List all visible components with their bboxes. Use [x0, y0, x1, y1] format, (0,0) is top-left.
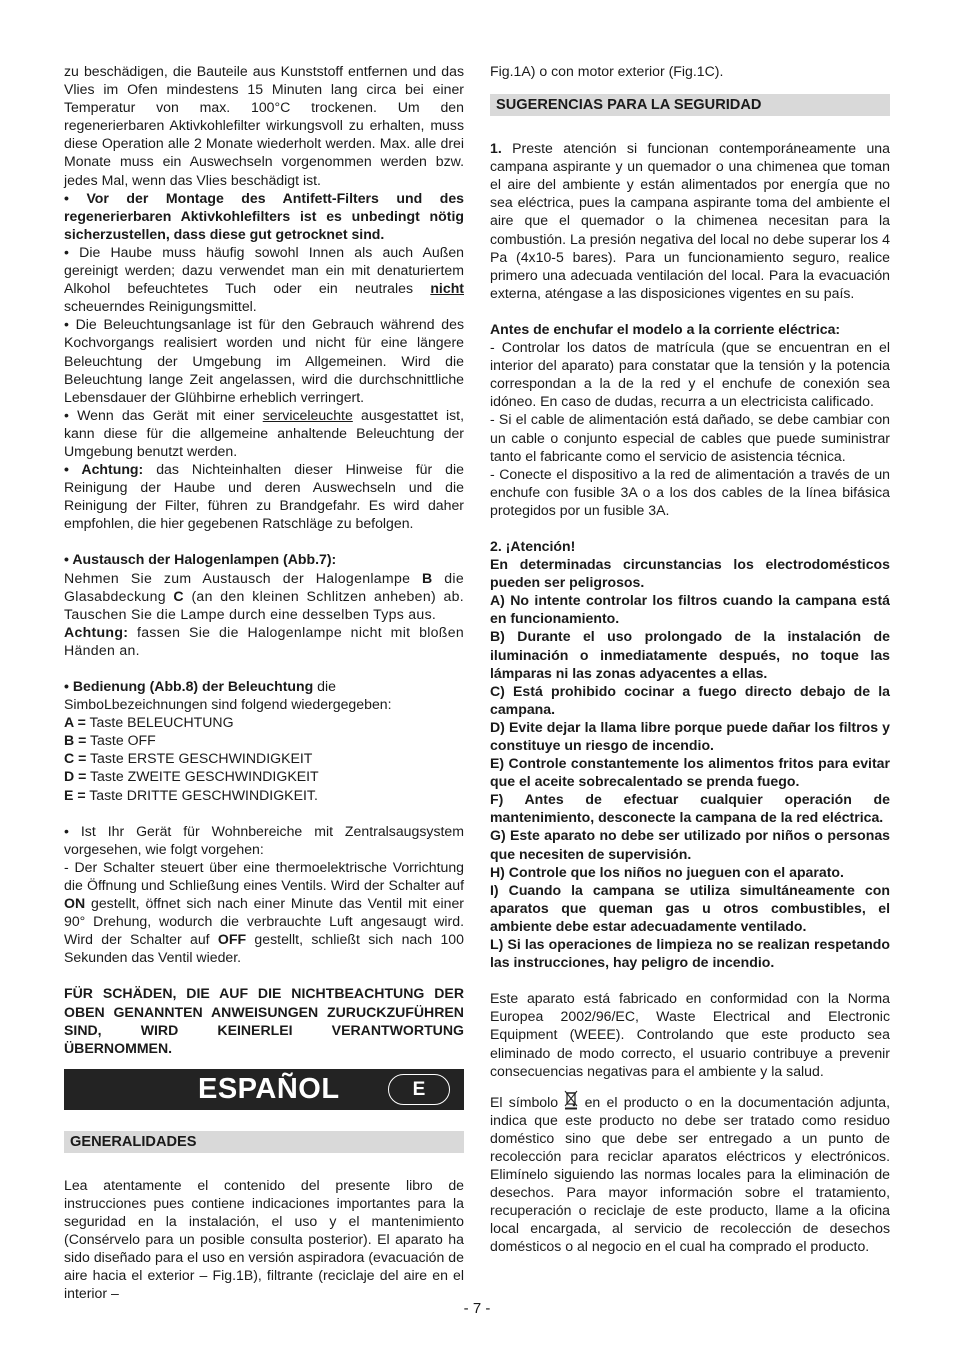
- key-line: [64, 731, 464, 749]
- text-run: (an den kleinen Schlitzen anheben) ab. Tauschen Sie die Lampe durch eine desselben Typs aus.: [64, 587, 464, 622]
- spacer: [490, 1080, 890, 1090]
- spacer: [64, 532, 464, 550]
- paragraph-continuation: Fig.1A) o con motor exterior (Fig.1C).: [490, 63, 724, 79]
- text-run: Nehmen Sie zum Austausch der Halogenlampe: [64, 569, 423, 586]
- text-run: ausgestattet ist, kann diese für die allgemeine anhaltende Beleuchtung der Umgebung benutzt werden.: [64, 406, 464, 459]
- list-item: I) Cuando la campana se utiliza simultáneamente con aparatos que queman gas u otros combustibles, el ambiente debe estar adecuadamente ventilado.: [490, 881, 890, 934]
- key-description: Taste DRITTE GESCHWINDIGKEIT.: [85, 786, 318, 803]
- spacer: [490, 971, 890, 989]
- key-line: [64, 713, 464, 731]
- key-letter: B =: [64, 732, 87, 749]
- paragraph-weee: Este aparato está fabricado en conformidad con la Norma Europea 2002/96/EC, Waste Electrical and Electronic Equipment (WEEE). Controlando que este producto sea eliminado de modo correcto, el usuario contribuye a prevenir consecuencias negativas para el ambiente y la salud.: [490, 990, 890, 1079]
- paragraph-central-suction: • Ist Ihr Gerät für Wohnbereiche mit Zentralsaugsystem vorgesehen, wie folgt vorgehen:: [64, 822, 464, 857]
- section-heading-generalidades: GENERALIDADES: [64, 1131, 464, 1153]
- left-column: [64, 62, 464, 1302]
- text-run: fassen Sie die Halogenlampe nicht mit bloßen Händen an.: [64, 623, 464, 658]
- text-run: scheuerndes Reinigungsmittel.: [64, 298, 257, 315]
- language-code-badge: E: [388, 1074, 450, 1105]
- paragraph-cleaning: [64, 243, 464, 315]
- text-run-bold: 1.: [490, 140, 502, 157]
- key-letter: E =: [64, 786, 86, 803]
- paragraph-switch: [64, 858, 464, 967]
- key-description: Taste BELEUCHTUNG: [85, 714, 234, 731]
- text-run-underlined: serviceleuchte: [262, 406, 353, 423]
- spacer: [490, 116, 890, 139]
- heading-attention: 2. ¡Atención!: [490, 537, 576, 554]
- text-run: • Die Haube muss häufig sowohl Innen als auch Außen gereinigt werden; dazu verwendet man ein mit denaturiertem Alkohol befeuchtetes Tuch oder ein neutrales: [64, 243, 464, 297]
- language-banner: [64, 1069, 464, 1110]
- text-run-bold: B: [422, 569, 433, 586]
- paragraph-attention-intro: En determinadas circunstancias los electrodomésticos pueden ser peligrosos.: [490, 556, 890, 591]
- paragraph-filter-dry-warning: • Vor der Montage des Antifett-Filters und des regenerierbaren Aktivkohlefilters ist es unbedingt nötig sicherzustellen, dass diese gut getrocknet sind.: [64, 189, 464, 242]
- paragraph-generalidades: Lea atentamente el contenido del presente libro de instrucciones pues contiene indicaciones importantes para la seguridad en la instalación, el uso y el mantenimiento (Consérvelo para un posible consulta posterior). El aparato ha sido diseñado para el uso en versión aspiradora (evacuación de aire hacia el exterior – Fig.1B), filtrante (reciclaje del aire en el interior –: [64, 1176, 464, 1302]
- spacer: [64, 1110, 464, 1131]
- heading-before-plugging: Antes de enchufar el modelo a la corriente eléctrica:: [490, 320, 841, 337]
- spacer: [490, 302, 890, 320]
- text-run: die Glasabdeckung: [64, 569, 464, 604]
- text-run: Preste atención si funcionan contemporáneamente una campana aspirante y un quemador o una chimenea que toman el aire del ambiente y están alimentados por energía que no sea eléctrica, pues la campana aspirante toma del ambiente el aire que el quemador o la chimenea necesitan para la combustión. La presión negativa del local no debe superar los 4 Pa (4x10-5 bares). Para un funcionamiento seguro, realice primero una adecuada ventilación del local. Para la evacuación externa, aténgase a las disposiciones vigentes en su país.: [490, 140, 890, 301]
- paragraph-lighting: • Die Beleuchtungsanlage ist für den Gebrauch während des Kochvorgangs realisiert worden und nicht für eine längere Beleuchtung der Umgebung im Allgemeinen. Wird die Beleuchtung lange Zeit angelassen, wird die durchschnittliche Lebensdauer der Glühbirne erheblich verringert.: [64, 316, 464, 405]
- text-run: • Wenn das Gerät mit einer: [64, 406, 263, 423]
- list-item: D) Evite dejar la llama libre porque puede dañar los filtros y constituye un riesgo de incendio.: [490, 718, 890, 753]
- spacer: [64, 659, 464, 677]
- heading-halogen: • Austausch der Halogenlampen (Abb.7):: [64, 551, 337, 568]
- text-run: gestellt, öffnet sich nach einer Minute das Ventil mit einer 90° Drehung, wodurch die verbrauchte Luft angesaugt wird. Wird der Schalter auf: [64, 895, 464, 948]
- text-run: die SimboLbezeichnungen sind folgend wiedergegeben:: [64, 678, 392, 713]
- key-letter: C =: [64, 750, 87, 767]
- crossed-out-wheeled-bin-icon: [564, 1090, 578, 1110]
- key-letter: A =: [64, 714, 86, 731]
- key-letter: D =: [64, 768, 87, 785]
- list-item: - Conecte el dispositivo a la red de alimentación a través de un enchufe con fusible 3A o a los dos cables de la línea bifásica protegidos por un fusible 3A.: [490, 465, 890, 518]
- key-line: [64, 749, 464, 767]
- text-run-bold: ON: [64, 895, 86, 912]
- text-run: en el producto o en la documentación adjunta, indica que este producto no debe ser tratado como residuo doméstico sino que debe ser entregado a un punto de recolección para reciclar aparatos eléctricos y electrónicos. Elimínelo siguiendo las normas locales para la eliminación de desechos. Para mayor información sobre el tratamiento, recuperación o reciclaje de este producto, llame a la oficina local encargada, al servicio de recolección de desechos domésticos o al negocio en el cual ha comprado el producto.: [490, 1093, 890, 1255]
- paragraph-halogen: [64, 569, 464, 659]
- paragraph-safety-1: [490, 139, 890, 302]
- text-run-bold: • Bedienung (Abb.8) der Beleuchtung: [64, 678, 314, 694]
- section-heading-seguridad: SUGERENCIAS PARA LA SEGURIDAD: [490, 94, 890, 116]
- paragraph-regeneration: zu beschädigen, die Bauteile aus Kunststoff entfernen und das Vlies im Ofen mindestens 15 Minuten lang circa bei einer Temperatur von max. 100°C trockenen. Um den regenerierbaren Aktivkohlefilter wirkungsvoll zu erhalten, muss diese Operation alle 2 Monate wiederholt werden. Max. alle drei Monate muss ein Auswechseln vorgenommen werden bzw. jedes Mal, wenn das Vlies beschädigt ist.: [64, 63, 464, 188]
- key-description: Taste OFF: [86, 732, 156, 749]
- key-description: Taste ZWEITE GESCHWINDIGKEIT: [86, 768, 319, 785]
- spacer: [64, 804, 464, 822]
- spacer: [64, 1153, 464, 1176]
- list-item: B) Durante el uso prolongado de la instalación de iluminación o inmediatamente después, no toque las lámparas ni las zonas adyacentes a ellas.: [490, 628, 890, 681]
- spacer: [490, 80, 890, 94]
- paragraph-service-light: [64, 406, 464, 460]
- text-run: das Nichteinhalten dieser Hinweise für die Reinigung der Haube und deren Auswechseln und die Reinigung der Filter, führen zu Brandgefahr. Es wird daher empfohlen, die hier gegebenen Ratschläge zu befolgen.: [64, 461, 464, 532]
- spacer: [64, 966, 464, 984]
- text-run: El símbolo: [490, 1093, 565, 1110]
- disclaimer: FÜR SCHÄDEN, DIE AUF DIE NICHTBEACHTUNG DER OBEN GENANNTEN ANWEISUNGEN ZURUCKZUFÜHREN SIND, WIRD KEINERLEI VERANTWORTUNG ÜBERNOMMEN.: [64, 985, 464, 1056]
- list-item: - Si el cable de alimentación está dañado, se debe cambiar con un cable o conjunto especial de cables que puede suministrar tanto el fabricante como el servicio de asistencia técnica.: [490, 411, 890, 464]
- text-run-underlined: nicht: [430, 280, 464, 297]
- list-item: G) Este aparato no debe ser utilizado por niños o personas que necesiten de supervisión.: [490, 827, 890, 862]
- page-number: - 7 -: [463, 1300, 491, 1317]
- list-item: L) Si las operaciones de limpieza no se realizan respetando las instrucciones, hay peligro de incendio.: [490, 936, 890, 971]
- list-item: H) Controle que los niños no jueguen con el aparato.: [490, 863, 844, 880]
- list-item: C) Está prohibido cocinar a fuego directo debajo de la campana.: [490, 682, 890, 717]
- text-run-bold: • Achtung:: [64, 461, 144, 478]
- list-item: F) Antes de efectuar cualquier operación de mantenimiento, desconecte la campana de la red eléctrica.: [490, 791, 890, 826]
- key-line: [64, 786, 464, 804]
- list-item: - Controlar los datos de matrícula (que se encuentran en el interior del aparato) para constatar que la tensión y la potencia correspondan a la de la red y el enchufe de conexión sea idóneo. En caso de dudas, recurra a un electricista calificado.: [490, 339, 890, 410]
- text-run: gestellt, schließt sich nach 100 Sekunden das Ventil wieder.: [64, 931, 464, 966]
- text-run: - Der Schalter steuert über eine thermoelektrische Vorrichtung die Öffnung und Schließung eines Ventils. Wird der Schalter auf: [64, 858, 464, 893]
- paragraph-attention: [64, 460, 464, 532]
- language-title: ESPAÑOL: [198, 1072, 340, 1105]
- spacer: [490, 519, 890, 537]
- paragraph-operation: [64, 677, 464, 713]
- right-column: [490, 62, 890, 1256]
- text-run-bold: C: [173, 587, 184, 604]
- list-item: A) No intente controlar los filtros cuando la campana está en funcionamiento.: [490, 592, 890, 627]
- paragraph-symbol: [490, 1090, 890, 1256]
- list-item: E) Controle constantemente los alimentos fritos para evitar que el aceite sobrecalentado se prenda fuego.: [490, 755, 890, 790]
- text-run-bold: Achtung:: [64, 623, 129, 640]
- key-line: [64, 767, 464, 785]
- text-run-bold: OFF: [217, 931, 247, 948]
- key-description: Taste ERSTE GESCHWINDIGKEIT: [86, 750, 313, 767]
